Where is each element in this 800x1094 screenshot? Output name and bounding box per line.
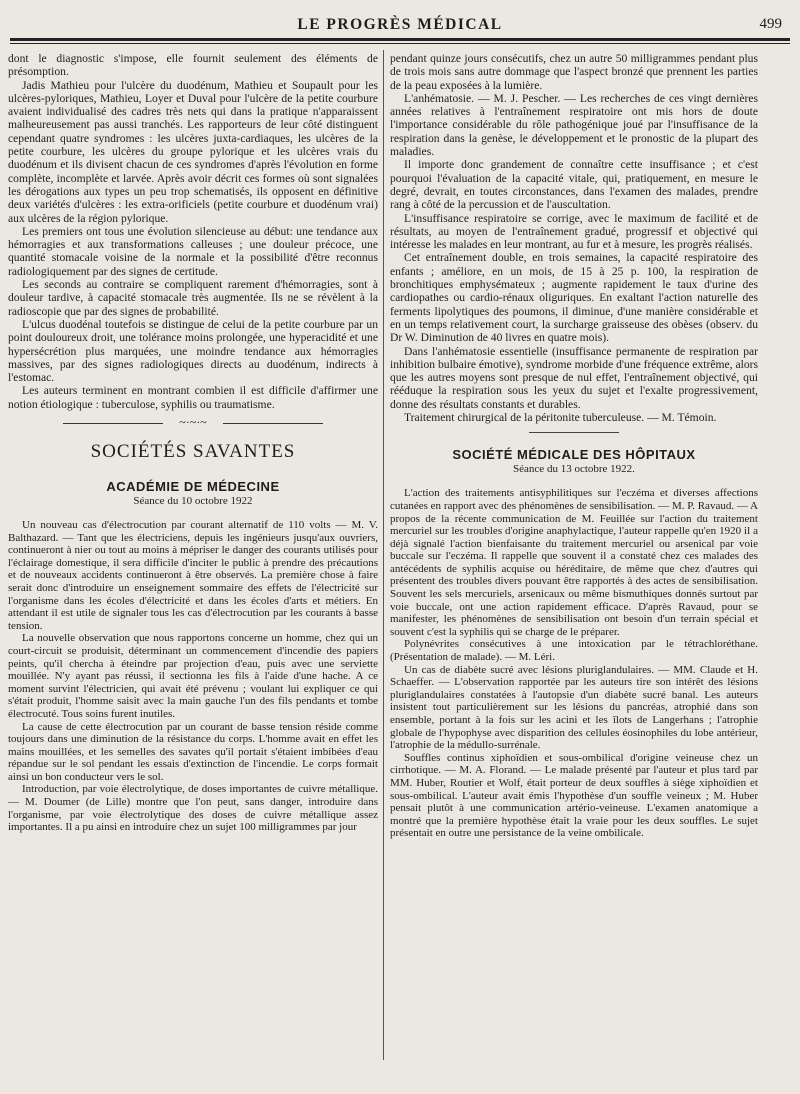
paragraph: Traitement chirurgical de la péritonite tuberculeuse. — M. Témoin. (404, 411, 717, 425)
paragraph: La cause de cette électrocution par un courant de basse tension réside comme toujours dans une diminution de la résistance du corps. L'homme avait en effet les mains mouillées, et les semelles des savates qu'il portait s'étaient imbibées d'eau répandue sur le sol pendant les essais d'extinction de l'incendie. Le corps formait ainsi un bon conducteur vers le sol. (8, 720, 378, 783)
paragraph: dont le diagnostic s'impose, elle fournit seulement des éléments de présomption. (8, 52, 378, 79)
column-divider (383, 50, 384, 1060)
society-session-date: Séance du 13 octobre 1922. (513, 463, 635, 476)
paragraph: Introduction, par voie électrolytique, de doses importantes de cuivre métallique. — M. Doumer (de Lille) montre que l'on peut, sans danger, introduire dans l'organisme, par voie électrolytique des doses de cuivre métallique assez importantes. Il a pu ainsi en introduire chez un sujet 100 milligrammes par jour (8, 783, 378, 834)
paragraph: Les seconds au contraire se compliquent rarement d'hémorragies, sont à douleur tardive, à capacité stomacale très augmentée. Ils ne se révèlent à la radioscopie que par des signes de probabilité. (8, 278, 378, 318)
section-rule (529, 432, 619, 433)
left-column (8, 52, 378, 834)
page-number: 499 (759, 16, 782, 32)
page-header (10, 14, 790, 40)
right-column (390, 52, 758, 840)
paragraph: Un cas de diabète sucré avec lésions pluriglandulaires. — MM. Claude et H. Schaeffer. — L'observation rapportée par les auteurs tire son intérêt des lésions pluriglandulaires constatées à l'autopsie d'un diabète sucré banal. Les auteurs insistent tout particulièrement sur les lésions du pancréas, atrophié dans son ensemble, portant à la fois sur les acini et les îlots de Langerhans ; l'atrophie globale de l'hypophyse avec disparition des cellules éosinophiles du lobe antérieur, l'atrophie de la médullo-surrénale. (390, 663, 758, 752)
paragraph: Cet entraînement double, en trois semaines, la capacité respiratoire des enfants ; améliore, en un mois, de 15 à 25 p. 100, la respiration de bronchitiques emphysémateux ; augmente rapidement le taux d'urine des cardiopathes ou cardio-rénaux oliguriques. En exaltant l'action naturelle des ferments lipolytiques des poumons, il diminue, d'une manière considérable et en un temps relativement court, la surcharge graisseuse des obèses (observ. du Dr W. Diminution de 40 livres en quatre mois). (390, 251, 758, 345)
journal-title: LE PROGRÈS MÉDICAL (297, 16, 503, 33)
paragraph: Polynévrites consécutives à une intoxication par le tétrachloréthane. (Présentation de malade). — M. Léri. (390, 638, 758, 664)
section-title: SOCIÉTÉS SAVANTES (90, 441, 296, 463)
paragraph: Un nouveau cas d'électrocution par courant alternatif de 110 volts — M. V. Balthazard. — Tant que les électriciens, depuis les ingénieurs jusqu'aux ouvriers, continueront à nier ou tout au moins à mépriser le danger des courants utilisés pour l'éclairage domestique, il sera difficile d'inciter le public à prendre des précautions et de nouveaux accidents continueront à être observés. La première chose à faire serait donc d'introduire un enseignement sommaire des effets de l'électricité sur l'organisme dans les écoles d'électricité et dans les écoles d'arts et métiers. En attendant il est utile de signaler tous les cas d'électrocution par les courants à basse tension. (8, 519, 378, 632)
paragraph: L'insuffisance respiratoire se corrige, avec le maximum de facilité et de résultats, au moyen de l'entraînement gradué, progressif et objectivé qui intéresse les malades en leur montrant, au fur et à mesure, les progrès réalisés. (390, 211, 758, 252)
society-title: SOCIÉTÉ MÉDICALE DES HÔPITAUX (452, 447, 696, 463)
paragraph: La nouvelle observation que nous rapportons concerne un homme, chez qui un court-circuit se produisit, déterminant un commencement d'incendie des papiers peints, qu'il chercha à éteindre par projection d'eau, puis avec une serviette mouillée. N'y ayant pas réussi, il sectionna les fils à l'aide d'une hache. A ce moment survint l'électricien, qui avait été prévenu ; voulant lui expliquer ce qui s'était produit, l'homme saisit avec la main gauche l'un des fils pendants et tombe électrocuté. Tous soins furent inutiles. (8, 632, 378, 720)
section-ornament: ~·~·~ (63, 417, 323, 431)
paragraph: Jadis Mathieu pour l'ulcère du duodénum, Mathieu et Soupault pour les ulcères-pyloriques, Mathieu, Loyer et Duval pour l'ulcère de la petite courbure avaient individualisé des cadres très nets qui dans la pratique n'apparaissent malheureusement pas aussi tranchés. Les rapporteurs de leur côté distinguent cependant quatre syndromes : les ulcères juxta-cardiaques, les ulcères de la petite courbure, les ulcères du groupe pylorique et les ulcères vrais du duodénum et ils divisent chacun de ces syndromes d'après l'évolution en forme complète, incomplète et larvée. Après avoir décrit ces formes où sont signalées les dérogations aux types un peu trop schematisés, ils opposent en définitive deux variétés d'ulcères : les extra-orificiels (petite courbure et duodénum vrai) aux ulcères de la région pylorique. (8, 78, 378, 225)
paragraph: L'anhématosie. — M. J. Pescher. — Les recherches de ces vingt dernières années relatives à l'entraînement respiratoire ont mis hors de doute l'importance considérable du rôle pathogénique joué par l'insuffisance de la respiration dans la genèse, le développement et le pronostic de la plupart des maladies. (390, 91, 758, 159)
paragraph: Dans l'anhématosie essentielle (insuffisance permanente de respiration par inhibition bulbaire émotive), syndrome morbide d'une fréquence extrême, alors que les autres moyens sont presque de nul effet, l'entraînement objectivé, qui rééduque la respiration sous les yeux du sujet et l'exalte progressivement, donne des résultats constants et durables. (390, 344, 758, 411)
header-rule (10, 38, 790, 41)
paragraph: Souffles continus xiphoïdien et sous-ombilical d'origine veineuse chez un cirrhotique. — M. A. Florand. — Le malade présenté par l'auteur et plus tard par MM. Huber, Routier et Wolf, était porteur de deux souffles à siège xiphoïdien et sous-ombilical. L'auteur avait émis l'hypothèse d'un souffle veineux ; M. Huber pensait plutôt à une communication artério-veineuse. L'examen anatomique a montré que la première hypothèse était la vraie pour les deux souffles. Le sujet présentait en outre une persistance de la veine ombilicale. (390, 751, 758, 840)
academy-session-date: Séance du 10 octobre 1922 (133, 495, 253, 508)
paragraph: Les auteurs terminent en montrant combien il est difficile d'affirmer une notion étiologique : tuberculose, syphilis ou traumatisme. (8, 384, 378, 411)
paragraph: Les premiers ont tous une évolution silencieuse au début: une tendance aux hémorragies et aux transformations calleuses ; une douleur précoce, une quantité stomacale voisine de la normale et la possibilité d'être reconnus radiologiquement par des signes de certitude. (8, 224, 378, 278)
paragraph: L'ulcus duodénal toutefois se distingue de celui de la petite courbure par un point douloureux droit, une tolérance moins prolongée, une hyperacidité et une hypersécrétion plus marquées, une moindre tendance aux hémorragies massives, par des signes radiologiques directs au duodénum, indirects à l'estomac. (8, 317, 378, 385)
paragraph: pendant quinze jours consécutifs, chez un autre 50 milligrammes pendant plus de trois mois sans autre dommage que l'aspect bronzé que prennent les parties de la peau exposées à la lumière. (390, 52, 758, 92)
header-rule-thin (10, 43, 790, 44)
paragraph: L'action des traitements antisyphilitiques sur l'eczéma et diverses affections cutanées en rapport avec des phénomènes de sensibilisation. — M. P. Ravaud. — A propos de la récente communication de M. Feuillée sur l'action du traitement mercuriel sur les troubles d'origine anaphylactique, l'auteur rappelle qu'en 1920 il a déjà signalé l'action bienfaisante du traitement mercuriel ou arsenical par voie buccale sur l'eczéma. Il rappelle que souvent il a constaté chez ces malades des antécédents de syphilis acquise ou héréditaire, de même que chez d'autres qui présentent des troubles divers pouvant être rapportés à des actes de sensibilisation. Souvent les sels mercuriels, arsenicaux ou même bismuthiques donnés surtout par voie buccale, ont une action rapidement efficace. D'après Ravaud, pour se manifester, les phénomènes de sensibilisation ont besoin d'un terrain spécial et souvent c'est la syphilis qui se charge de le préparer. (390, 487, 758, 638)
academy-title: ACADÉMIE DE MÉDECINE (106, 479, 280, 495)
paragraph: Il importe donc grandement de connaître cette insuffisance ; et c'est pourquoi l'évaluation de la capacité vitale, qui, pratiquement, en mesure le degré, devrait, en toutes circonstances, dans l'examen des malades, prendre rang à côté de la percussion et de l'auscultation. (390, 158, 758, 212)
